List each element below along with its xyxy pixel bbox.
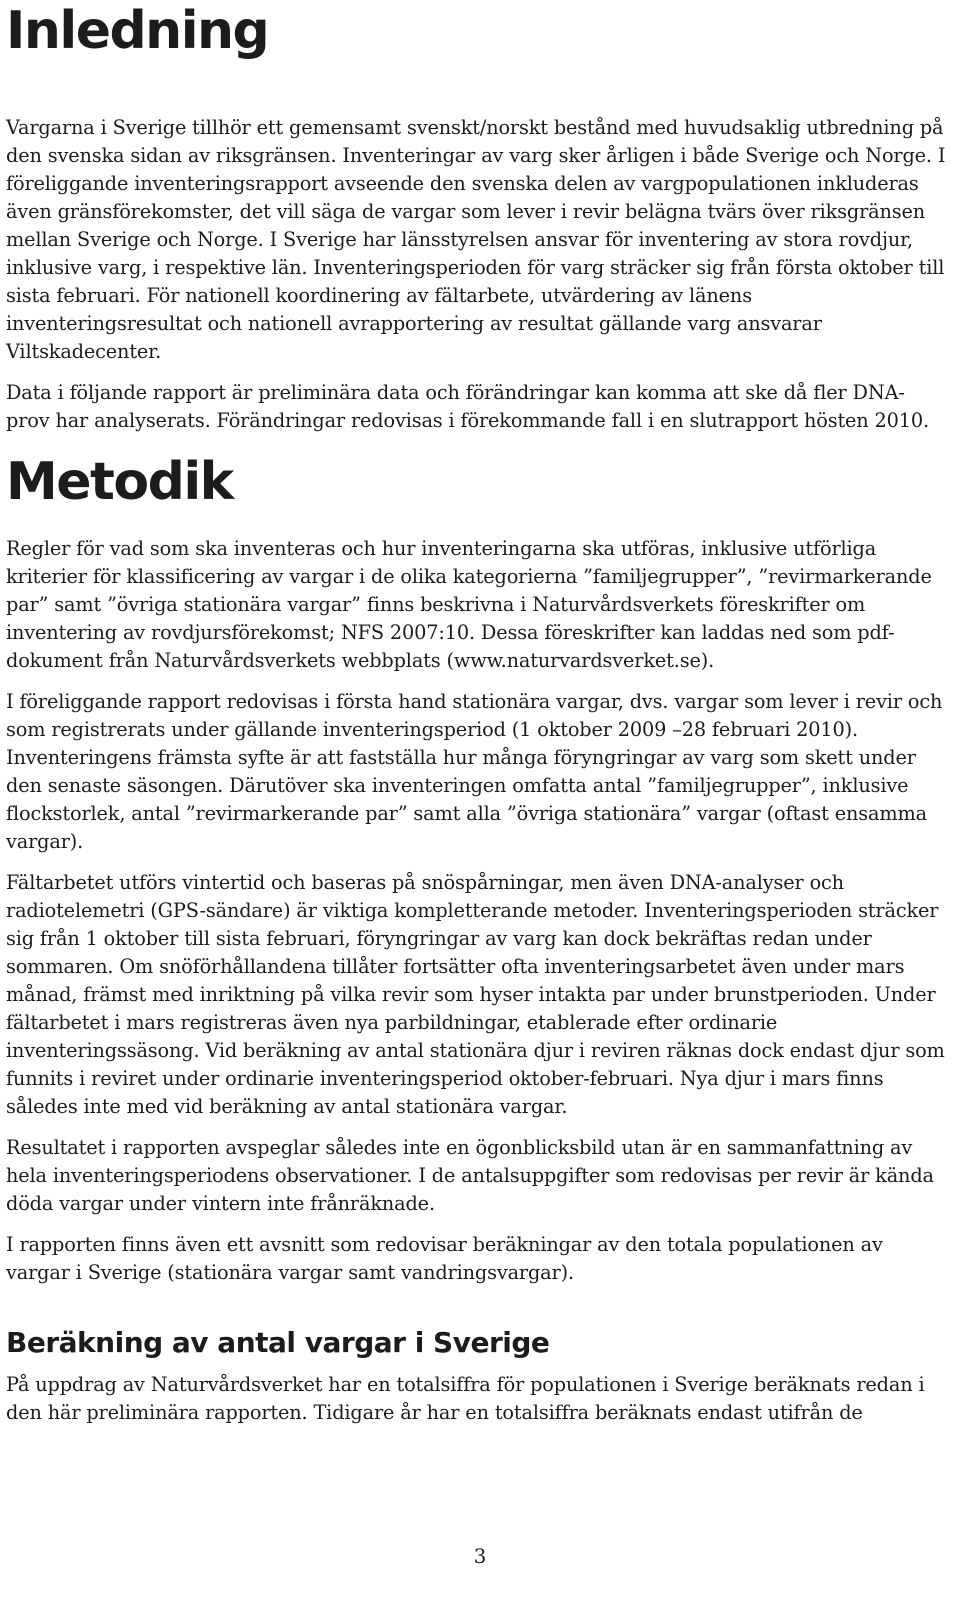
berakning-paragraph-1: På uppdrag av Naturvårdsverket har en totalsiffra för populationen i Sverige beräknats redan i den här preliminära rapporten. Tidigare år har en totalsiffra beräknats endast utifrån de [6,1373,925,1424]
metodik-paragraph-4: Resultatet i rapporten avspeglar således inte en ögonblicksbild utan är en sammanfattning av hela inventeringsperiodens observationer. I de antalsuppgifter som redovisas per revir är kända döda vargar under vintern inte frånräknade. [6,1136,934,1215]
heading-metodik: Metodik [6,452,233,512]
metodik-paragraph-1: Regler för vad som ska inventeras och hur inventeringarna ska utföras, inklusive utförliga kriterier för klassificering av vargar i de olika kategorierna ”familjegrupper”, ”revirmarkerande par” samt ”övriga stationära vargar” finns beskrivna i Naturvårdsverkets föreskrifter om inventering av rovdjursförekomst; NFS 2007:10. Dessa föreskrifter kan laddas ned som pdf-dokument från Naturvårdsverkets webbplats (www.naturvardsverket.se). [6,537,932,672]
intro-paragraph-2: Data i följande rapport är preliminära data och förändringar kan komma att ske då fler DNA-prov har analyserats. Förändringar redovisas i förekommande fall i en slutrapport hösten 2010. [6,381,929,432]
heading-inledning: Inledning [6,1,269,61]
metodik-paragraph-2: I föreliggande rapport redovisas i första hand stationära vargar, dvs. vargar som lever i revir och som registrerats under gällande inventeringsperiod (1 oktober 2009 –28 februari 2010). Inventeringens främsta syfte är att fastställa hur många föryngringar av varg som skett under den senaste säsongen. Därutöver ska inventeringen omfatta antal ”familjegrupper”, inklusive flockstorlek, antal ”revirmarkerande par” samt alla ”övriga stationära” vargar (oftast ensamma vargar). [6,690,943,853]
document-page [6,0,946,1440]
intro-paragraph-1: Vargarna i Sverige tillhör ett gemensamt svenskt/norskt bestånd med huvudsaklig utbredning på den svenska sidan av riksgränsen. Inventeringar av varg sker årligen i både Sverige och Norge. I föreliggande inventeringsrapport avseende den svenska delen av vargpopulationen inkluderas även gränsförekomster, det vill säga de vargar som lever i revir belägna tvärs över riksgränsen mellan Sverige och Norge. I Sverige har länsstyrelsen ansvar för inventering av stora rovdjur, inklusive varg, i respektive län. Inventeringsperioden för varg sträcker sig från första oktober till sista februari. För nationell koordinering av fältarbete, utvärdering av länens inventeringsresultat och nationell avrapportering av resultat gällande varg ansvarar Viltskadecenter. [6,116,946,363]
page-number: 3 [473,1544,487,1568]
heading-berakning: Beräkning av antal vargar i Sverige [6,1326,550,1359]
metodik-paragraph-3: Fältarbetet utförs vintertid och baseras på snöspårningar, men även DNA-analyser och radiotelemetri (GPS-sändare) är viktiga kompletterande metoder. Inventeringsperioden sträcker sig från 1 oktober till sista februari, föryngringar av varg kan dock bekräftas redan under sommaren. Om snöförhållandena tillåter fortsätter ofta inventeringsarbetet även under mars månad, främst med inriktning på vilka revir som hyser intakta par under brunstperioden. Under fältarbetet i mars registreras även nya parbildningar, etablerade efter ordinarie inventeringssäsong. Vid beräkning av antal stationära djur i reviren räknas dock endast djur som funnits i reviret under ordinarie inventeringsperiod oktober-februari. Nya djur i mars finns således inte med vid beräkning av antal stationära vargar. [6,871,945,1118]
metodik-paragraph-5: I rapporten finns även ett avsnitt som redovisar beräkningar av den totala populationen av vargar i Sverige (stationära vargar samt vandringsvargar). [6,1233,883,1284]
